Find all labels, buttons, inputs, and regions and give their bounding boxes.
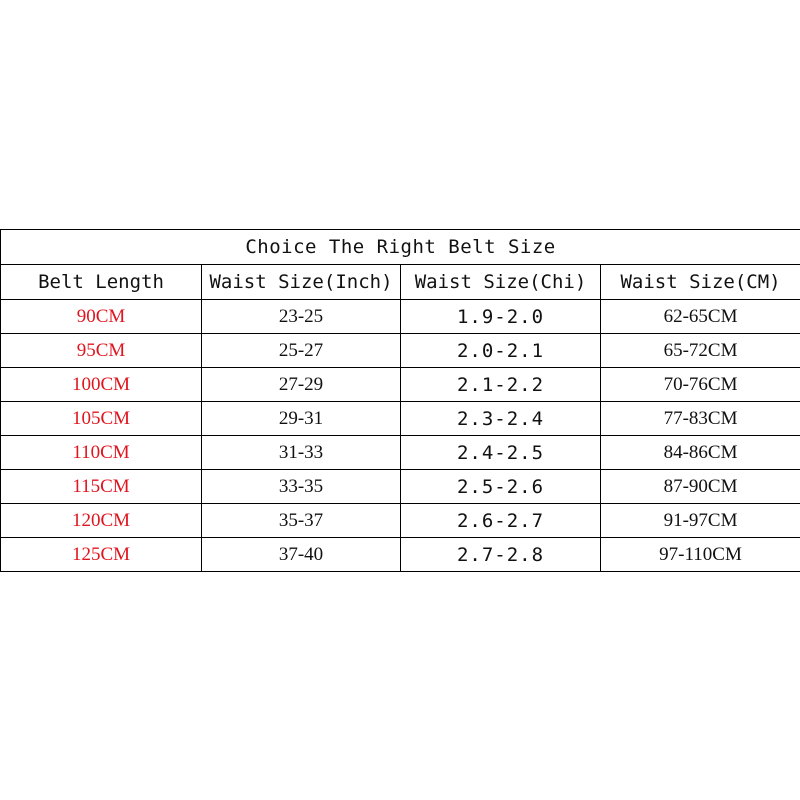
table-row: [1, 504, 800, 538]
waist-inch-cell: 31-33: [202, 436, 401, 470]
waist-inch-cell: 25-27: [202, 334, 401, 368]
table-row: [1, 436, 800, 470]
title-row: [1, 230, 800, 265]
waist-chi-cell: 2.6-2.7: [401, 504, 601, 538]
waist-cm-cell: 84-86CM: [601, 436, 800, 470]
waist-inch-cell: 23-25: [202, 300, 401, 334]
waist-chi-cell: 2.5-2.6: [401, 470, 601, 504]
waist-inch-cell: 33-35: [202, 470, 401, 504]
waist-inch-cell: 27-29: [202, 368, 401, 402]
belt-size-table: [0, 229, 800, 572]
waist-cm-cell: 77-83CM: [601, 402, 800, 436]
waist-inch-cell: 35-37: [202, 504, 401, 538]
waist-cm-cell: 70-76CM: [601, 368, 800, 402]
waist-chi-cell: 2.7-2.8: [401, 538, 601, 572]
waist-cm-cell: 62-65CM: [601, 300, 800, 334]
waist-cm-cell: 65-72CM: [601, 334, 800, 368]
waist-chi-cell: 1.9-2.0: [401, 300, 601, 334]
belt-length-cell: 105CM: [1, 402, 202, 436]
waist-cm-cell: 91-97CM: [601, 504, 800, 538]
header-belt-length: Belt Length: [1, 265, 202, 300]
table-row: [1, 402, 800, 436]
belt-length-cell: 115CM: [1, 470, 202, 504]
waist-inch-cell: 29-31: [202, 402, 401, 436]
header-row: [1, 265, 800, 300]
header-waist-inch: Waist Size(Inch): [202, 265, 401, 300]
waist-chi-cell: 2.0-2.1: [401, 334, 601, 368]
table-row: [1, 470, 800, 504]
header-waist-chi: Waist Size(Chi): [401, 265, 601, 300]
waist-chi-cell: 2.1-2.2: [401, 368, 601, 402]
belt-length-cell: 125CM: [1, 538, 202, 572]
waist-cm-cell: 97-110CM: [601, 538, 800, 572]
waist-cm-cell: 87-90CM: [601, 470, 800, 504]
belt-length-cell: 110CM: [1, 436, 202, 470]
table-row: [1, 300, 800, 334]
belt-length-cell: 100CM: [1, 368, 202, 402]
belt-length-cell: 95CM: [1, 334, 202, 368]
table-row: [1, 538, 800, 572]
waist-chi-cell: 2.3-2.4: [401, 402, 601, 436]
header-waist-cm: Waist Size(CM): [601, 265, 800, 300]
waist-inch-cell: 37-40: [202, 538, 401, 572]
table-row: [1, 368, 800, 402]
waist-chi-cell: 2.4-2.5: [401, 436, 601, 470]
belt-length-cell: 120CM: [1, 504, 202, 538]
belt-length-cell: 90CM: [1, 300, 202, 334]
table-row: [1, 334, 800, 368]
table-title: Choice The Right Belt Size: [1, 230, 800, 265]
